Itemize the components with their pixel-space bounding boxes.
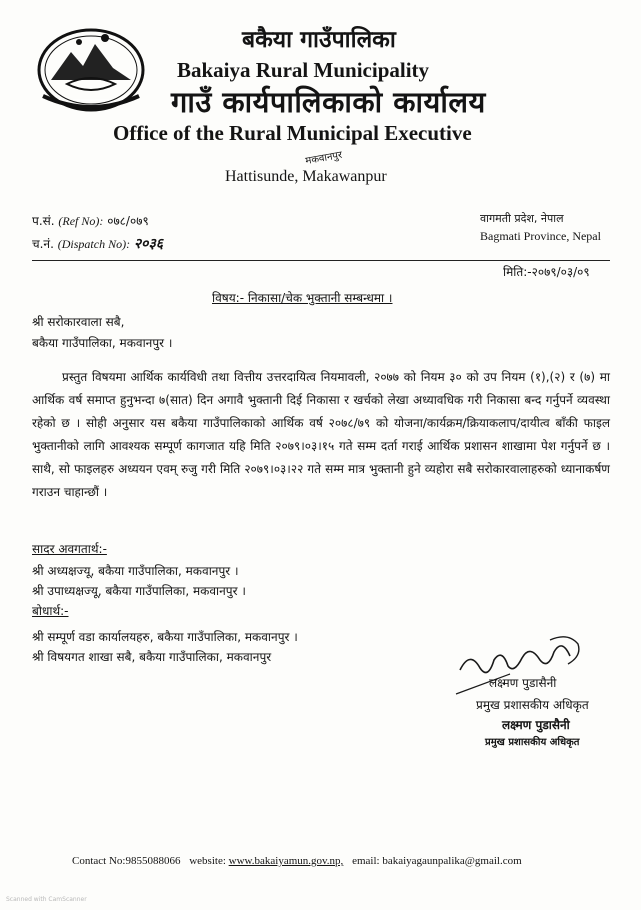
footer-email[interactable]: bakaiyagaunpalika@gmail.com: [382, 855, 522, 867]
info-heading: बोधार्थ:-: [32, 604, 69, 618]
cc-heading: सादर अवगतार्थ:-: [32, 542, 107, 556]
footer-phone: Contact No:9855088066: [72, 855, 181, 867]
stamp-address: मकवानपुर: [304, 149, 344, 168]
footer-website-label: website:: [189, 855, 226, 867]
addressee-line-1: श्री सरोकारवाला सबै,: [32, 315, 125, 329]
ref-value: ०७८/०७९: [107, 214, 149, 228]
office-name-english: Office of the Rural Municipal Executive: [113, 121, 472, 145]
dispatch-value: २०३६: [133, 236, 164, 252]
province-nepali: वागमती प्रदेश, नेपाल: [480, 212, 564, 225]
office-address: Hattisunde, Makawanpur: [225, 168, 387, 185]
ref-prefix: प.सं.: [32, 214, 55, 228]
letter-date: मिति:-२०७९/०३/०९: [503, 265, 590, 279]
letter-body: प्रस्तुत विषयमा आर्थिक कार्यविधी तथा वित्तीय उत्तरदायित्व नियमावली, २०७७ को नियम ३० को उप नियम (१),(२) र (७) मा आर्थिक वर्ष समाप्त हुनुभन्दा ७(सात) दिन अगावै भुक्तानी दिई निकासा र खर्चको लेखा अध्यावधिक गरी निकासा बन्द गर्नुपर्ने व्यवस्था रहेको छ । सोही अनुसार यस बकैया गाउँपालिकाको आर्थिक वर्ष २०७८/७९ को योजना/कार्यक्रम/क्रियाकलाप/दायीत्व बाँकी फाइल भुक्तानीको लागि आवश्यक सम्पूर्ण कागजात यहि मिति २०७९।०३।१५ गते सम्म दर्ता गराई आर्थिक प्रशासन शाखामा पेश गर्नुपर्ने छ । साथै, सो फाइलहरु अध्ययन एवम् रुजु गरी मिति २०७९।०३।२२ गते सम्म मात्र भुक्तानी हुने व्यहोरा सबै सरोकारवालाहरुको ध्यानाकर्षण गराउन चाहान्छौं ।: [32, 370, 610, 499]
province-english: Bagmati Province, Nepal: [480, 229, 601, 243]
scan-watermark: Scanned with CamScanner: [6, 896, 87, 903]
info-item: श्री विषयगत शाखा सबै, बकैया गाउँपालिका, मकवानपुर: [32, 650, 272, 664]
signer-title-stamp: प्रमुख प्रशासकीय अधिकृत: [485, 737, 580, 748]
signer-title-handwritten: प्रमुख प्रशासकीय अधिकृत: [476, 698, 589, 712]
dispatch-number-line: [32, 234, 163, 253]
cc-item: श्री उपाध्यक्षज्यू, बकैया गाउँपालिका, मकवानपुर ।: [32, 584, 246, 598]
dispatch-prefix: च.नं.: [32, 237, 54, 251]
signer-name-handwritten: लक्ष्मण पुडासैनी: [489, 676, 557, 690]
letter-subject: विषय:- निकासा/चेक भुक्तानी सम्बन्धमा ।: [212, 291, 393, 305]
footer-email-label: email:: [352, 855, 380, 867]
office-name-nepali: गाउँ कार्यपालिकाको कार्यालय: [171, 85, 486, 119]
footer-contact: [72, 855, 522, 867]
header-divider: [32, 260, 610, 261]
municipality-name-nepali: बकैया गाउँपालिका: [242, 27, 396, 53]
ref-label: (Ref No):: [58, 214, 104, 228]
ref-number-line: [32, 212, 149, 229]
addressee-line-2: बकैया गाउँपालिका, मकवानपुर ।: [32, 336, 173, 350]
signer-name-stamp: लक्ष्मण पुडासैनी: [502, 718, 570, 732]
municipality-name-english: Bakaiya Rural Municipality: [177, 58, 430, 82]
nepal-emblem-logo: [33, 22, 151, 114]
cc-item: श्री अध्यक्षज्यू, बकैया गाउँपालिका, मकवानपुर ।: [32, 564, 239, 578]
info-item: श्री सम्पूर्ण वडा कार्यालयहरु, बकैया गाउँपालिका, मकवानपुर ।: [32, 630, 298, 644]
dispatch-label: (Dispatch No):: [57, 237, 131, 251]
footer-website-link[interactable]: www.bakaiyamun.gov.np,: [228, 855, 344, 867]
